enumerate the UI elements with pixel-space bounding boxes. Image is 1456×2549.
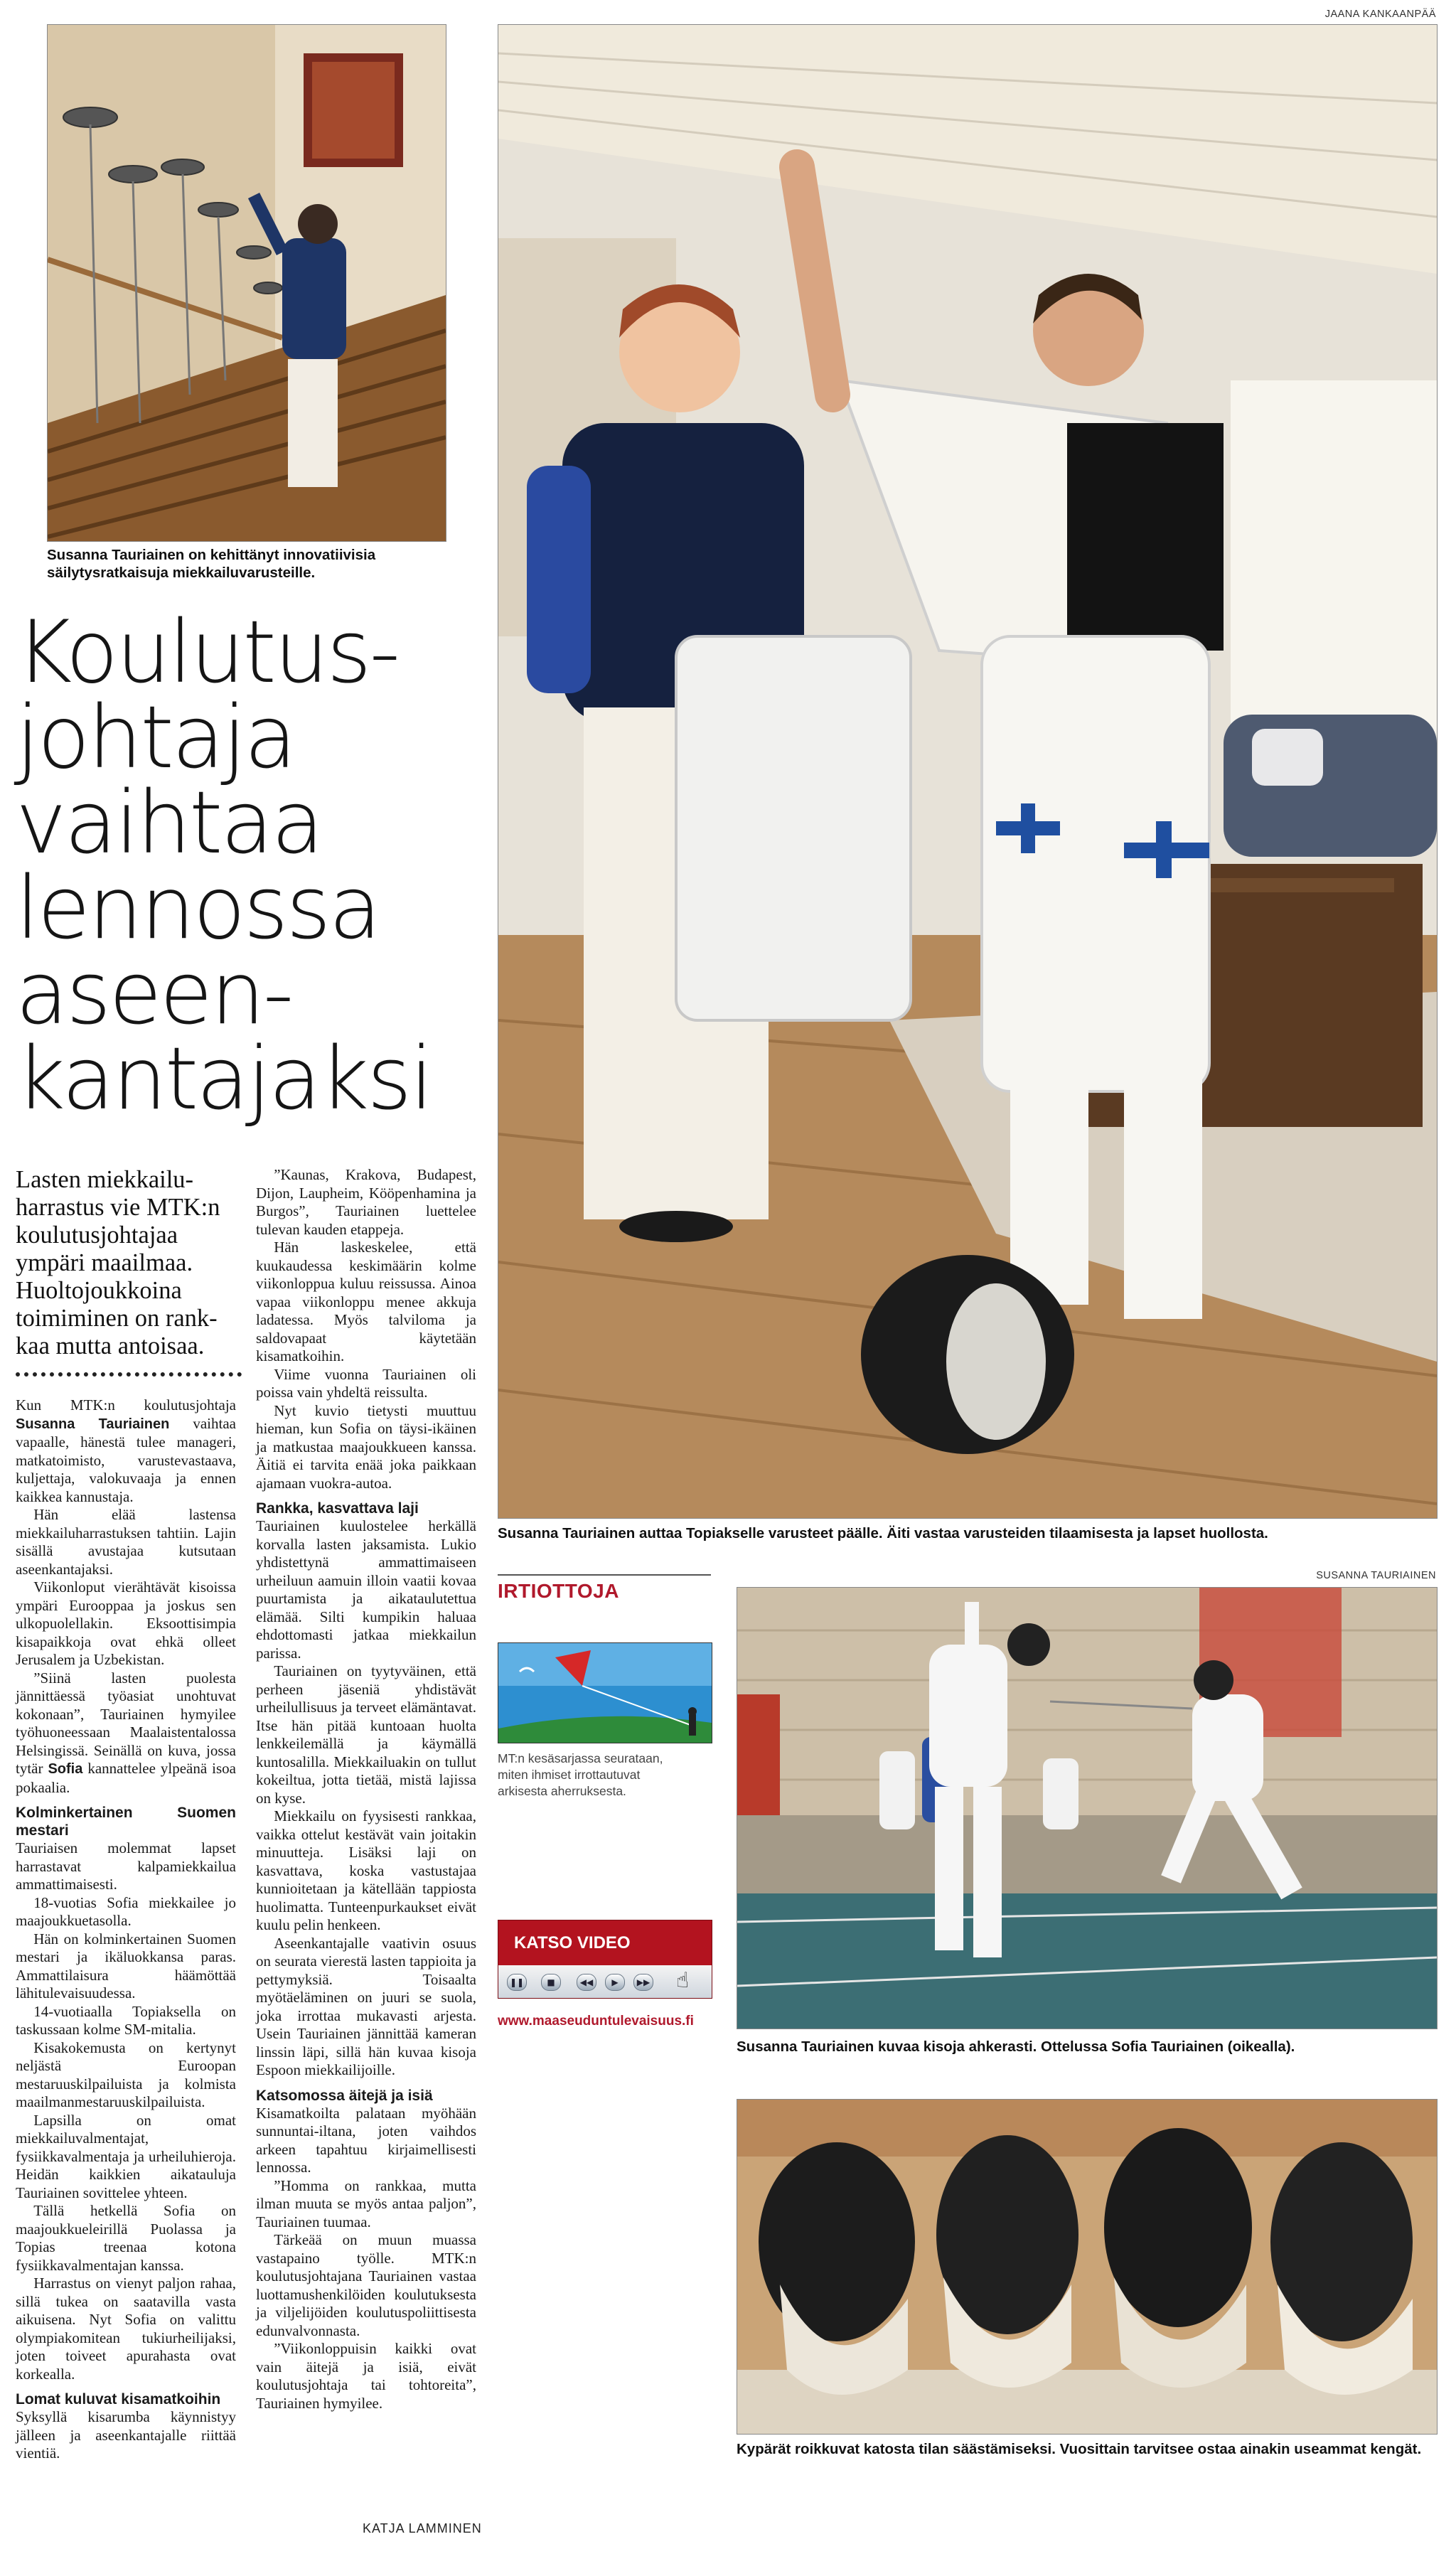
- body-column-1: [16, 1396, 236, 2463]
- sidebar-kicker: IRTIOTTOJA: [498, 1580, 619, 1602]
- rewind-button[interactable]: ◀◀: [577, 1974, 596, 1991]
- credit-main-photo: JAANA KANKAANPÄÄ: [1324, 9, 1436, 20]
- credit-tournament-photo: SUSANNA TAURIAINEN: [1316, 1570, 1436, 1581]
- video-link[interactable]: www.maaseuduntulevaisuus.fi: [498, 2014, 694, 2029]
- photo-tournament: [737, 1587, 1438, 2029]
- body-paragraph: Lapsilla on omat miekkailuvalmentajat, fysiikkavalmentaja ja urheiluhieroja. Heidän kaikkien aikatauluja Tauriainen sovittelee yhteen.: [16, 2111, 236, 2201]
- stop-button[interactable]: ■: [541, 1974, 561, 1991]
- photo-stair-rack: [47, 24, 446, 542]
- body-paragraph: ”Siinä lasten puolesta jännittäessä työasiat unohtuvat kokonaan”, Tauriainen hymyilee työhuoneessaan Maalaistentalossa Helsingissä. Seinällä on kuva, jossa tytär Sofia kannattelee ylpeänä isoa pokaalia.: [16, 1669, 236, 1796]
- caption-top-photo: Susanna Tauriainen on kehittänyt innovatiivisia säilytysratkaisuja miekkailuvarusteille.: [47, 547, 376, 581]
- body-paragraph: Miekkailu on fyysisesti rankkaa, vaikka ottelut kestävät vain joitakin minuutteja. Lisäksi laji on kasvattava, koska vastustajaa kunnioitetaan ja kätellään tappiosta huolimatta. Tunteenpurkaukset eivät kuulu pelin henkeen.: [256, 1807, 476, 1933]
- subheading: Katsomossa äitejä ja isiä: [256, 2087, 433, 2104]
- photo-main-fencing-gear: [498, 24, 1438, 1519]
- body-paragraph: Tauriainen on tyytyväinen, että perheen jäseniä yhdistävät urheilullisuus ja terveet elämäntavat. Itse hän pitää kuntoaan huolta lenkkeilemällä ja käymällä kuntosalilla. Miekkailuakin on tullut kokeiltua, jotta tietää, mistä lajissa on kyse.: [256, 1662, 476, 1807]
- body-paragraph: Viime vuonna Tauriainen oli poissa vain yhdeltä reissulta.: [256, 1365, 476, 1401]
- body-paragraph: Kun MTK:n koulutusjohtaja Susanna Tauriainen vaihtaa vapaalle, hänestä tulee manageri, matkatoimisto, varustevastaava, kuljettaja, valokuvaaja ja ennen kaikkea kannustaja.: [16, 1396, 236, 1505]
- body-paragraph: Hän laskeskelee, että kuukaudessa keskimäärin kolme viikonloppua kuluu reissussa. Ainoa vapaa viikonloppu menee akkuja ladatessa. Myös talviloma ja saldovapaat käytetään kisamatkoihin.: [256, 1239, 476, 1364]
- body-paragraph: 14-vuotiaalla Topiaksella on taskussaan kolme SM-mitalia.: [16, 2002, 236, 2038]
- byline: KATJA LAMMINEN: [363, 2521, 482, 2535]
- sidebar-text: MT:n kesäsarjassa seurataan, miten ihmiset irrottautuvat arkisesta aherruksesta.: [498, 1751, 663, 1798]
- body-paragraph: ”Viikonloppuisin kaikki ovat vain äitejä ja isiä, eivät koulutusjohtaja tai tohtoreita”, Tauriainen hymyilee.: [256, 2340, 476, 2412]
- body-paragraph: Harrastus on vienyt paljon rahaa, sillä tukea on saatavilla vasta aikuisena. Nyt Sofia on valittu olympiakomitean tukiurheilijaksi, joten toiveet apurahasta ovat korkealla.: [16, 2275, 236, 2383]
- body-paragraph: Tauriainen kuulostelee herkällä korvalla lasten jaksamista. Lukio yhdistettynä ammattimaiseen urheiluun aamuin illoin vaatii kovaa puurtamista ja aikataulutettua elämää. Silti kumpikin haluaa ehdottomasti jatkaa miekkailun parissa.: [256, 1517, 476, 1662]
- pause-button[interactable]: ❚❚: [507, 1974, 527, 1991]
- forward-button[interactable]: ▶▶: [633, 1974, 653, 1991]
- video-controls[interactable]: [498, 1965, 712, 1999]
- subheading: Kolminkertainen Suomen mestari: [16, 1805, 236, 1839]
- body-paragraph: Hän on kolminkertainen Suomen mestari ja ikäluokkansa paras. Ammattilaisura häämöttää lähitulevaisuudessa.: [16, 1930, 236, 2002]
- subheading: Rankka, kasvattava laji: [256, 1500, 419, 1517]
- article-headline: Koulutus- johtaja vaihtaa lennossa aseen- kantajaksi: [16, 602, 432, 1129]
- subheading: Lomat kuluvat kisamatkoihin: [16, 2391, 221, 2408]
- body-paragraph: Hän elää lastensa miekkailuharrastuksen tahtiin. Lajin sisällä avustajaa kutsutaan aseenkantajaksi.: [16, 1506, 236, 1578]
- body-paragraph: Kisamatkoilta palataan myöhään sunnuntai-iltana, joten vaihdos arkeen tapahtuu kirjaimellisesti lennossa.: [256, 2104, 476, 2176]
- play-button[interactable]: ▶: [605, 1974, 625, 1991]
- body-paragraph: Syksyllä kisarumba käynnistyy jälleen ja aseenkantajalle riittää vientiä.: [16, 2408, 236, 2462]
- body-paragraph: Tauriaisen molemmat lapset harrastavat kalpamiekkailua ammattimaisesti.: [16, 1839, 236, 1893]
- caption-masks-photo: Kypärät roikkuvat katosta tilan säästämiseksi. Vuosittain tarvitsee ostaa ainakin useammat kengät.: [737, 2441, 1422, 2457]
- caption-tournament-photo: Susanna Tauriainen kuvaa kisoja ahkerasti. Ottelussa Sofia Tauriainen (oikealla).: [737, 2038, 1295, 2055]
- lead-divider: [16, 1372, 242, 1381]
- photo-hanging-masks: [737, 2099, 1438, 2435]
- body-paragraph: Tällä hetkellä Sofia on maajoukkueleirillä Puolassa ja Topias treenaa kotona fysiikkavalmentajan kanssa.: [16, 2202, 236, 2274]
- body-paragraph: Tärkeää on muun muassa vastapaino työlle. MTK:n koulutusjohtajana Tauriainen vastaa luottamushenkilöiden koulutuksesta ja viljelijöiden koulutuspoliittisesta edunvalvonnasta.: [256, 2231, 476, 2339]
- caption-main-photo: Susanna Tauriainen auttaa Topiakselle varusteet päälle. Äiti vastaa varusteiden tilaamisesta ja lapset huollosta.: [498, 1525, 1268, 1541]
- body-paragraph: ”Kaunas, Krakova, Budapest, Dijon, Laupheim, Kööpenhamina ja Burgos”, Tauriainen luettelee tulevan kauden etappeja.: [256, 1166, 476, 1238]
- sidebar-rule: [498, 1574, 711, 1576]
- body-paragraph: ”Homma on rankkaa, mutta ilman muuta se myös antaa paljon”, Tauriainen tuumaa.: [256, 2176, 476, 2230]
- body-paragraph: Nyt kuvio tietysti muuttuu hieman, kun Sofia on täysi-ikäinen ja matkustaa maajoukkueen kanssa. Äitiä ei tarvita enää joka paikkaan ajamaan vuokra-autoa.: [256, 1401, 476, 1492]
- kite-illustration: [498, 1642, 712, 1743]
- video-label: KATSO VIDEO: [514, 1933, 631, 1952]
- body-column-2: [256, 1166, 476, 2412]
- article-lead: Lasten miekkailu- harrastus vie MTK:n koulutusjohtajaa ympäri maailmaa. Huoltojoukkoina toimiminen on rank- kaa mutta antoisaa.: [16, 1166, 220, 1359]
- body-paragraph: Kisakokemusta on kertynyt neljästä Euroopan mestaruuskilpailuista ja kolmista maailmanmestaruuskilpailuista.: [16, 2038, 236, 2110]
- video-header[interactable]: [498, 1920, 712, 1967]
- hand-cursor-icon: ☝: [676, 1968, 690, 1993]
- video-widget[interactable]: [498, 1920, 712, 2019]
- body-paragraph: Aseenkantajalle vaativin osuus on seurata vierestä lasten tappioita ja pettymyksiä. Toisaalta myötäeläminen on juuri se suola, joka irrottaa mukavasti arjesta. Usein Tauriainen jännittää kameran linssin läpi, sillä hän kuvaa kisoja Espoon miekkailijoille.: [256, 1934, 476, 2078]
- body-paragraph: Viikonloput vierähtävät kisoissa ympäri Eurooppaa ja joskus sen ulkopuolellakin. Eksoottisimpia kisapaikkoja ovat ehkä olleet Jerusalem ja Uzbekistan.: [16, 1578, 236, 1668]
- body-paragraph: 18-vuotias Sofia miekkailee jo maajoukkuetasolla.: [16, 1893, 236, 1929]
